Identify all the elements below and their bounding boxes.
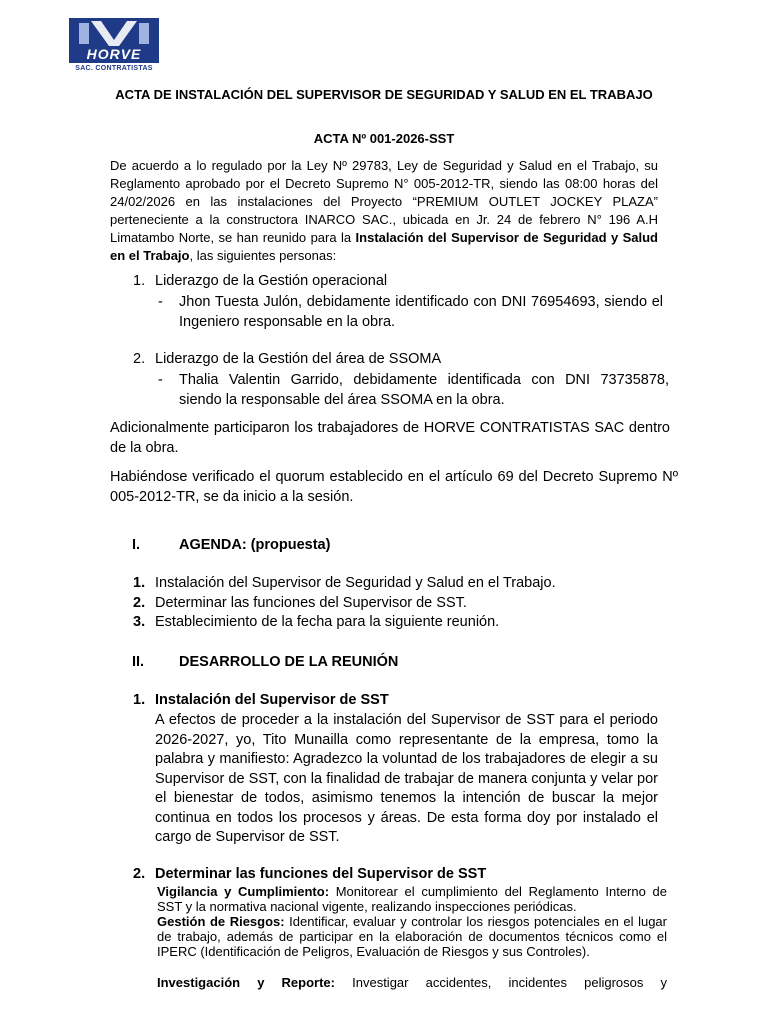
intro-paragraph	[110, 157, 658, 265]
function-gestion-riesgos	[157, 914, 667, 959]
logo-emblem-icon	[69, 18, 159, 48]
acta-number: ACTA Nº 001-2026-SST	[313, 131, 455, 146]
agenda-item-3-text: Establecimiento de la fecha para la siguiente reunión.	[155, 614, 500, 630]
agenda-item-2-number: 2.	[133, 595, 146, 611]
function-vigilancia	[157, 884, 667, 914]
participant-2-number: 2.	[133, 351, 146, 367]
document-title: ACTA DE INSTALACIÓN DEL SUPERVISOR DE SEGURIDAD Y SALUD EN EL TRABAJO	[115, 87, 653, 102]
agenda-item-3	[110, 613, 678, 633]
intro-bold: Instalación del Supervisor de Seguridad y Salud en el Trabajo	[110, 230, 658, 263]
participant-2-dash: -	[158, 372, 163, 388]
participant-1	[110, 272, 678, 332]
function-vigilancia-text: Monitorear el cumplimiento del Reglamento Interno de SST y la normativa nacional vigente, realizando inspecciones periódicas.	[157, 884, 667, 914]
participant-2-detail: Thalia Valentin Garrido, debidamente identificada con DNI 73735878, siendo la responsable del área SSOMA en la obra.	[179, 372, 669, 408]
agenda-item-1-number: 1.	[133, 575, 146, 591]
agenda-item-1	[110, 574, 678, 594]
agenda-label: AGENDA: (propuesta)	[179, 537, 331, 553]
agenda-item-3-number: 3.	[133, 614, 146, 630]
company-logo	[69, 18, 159, 74]
participant-1-dash: -	[158, 294, 163, 310]
desarrollo-heading	[110, 653, 678, 673]
desarrollo-item-1-text: A efectos de proceder a la instalación del Supervisor de SST para el periodo 2026-2027, yo, Tito Munailla como representante de la empresa, tomo la palabra y manifiesto: Agradezco la voluntad de los trabajadores de elegir a su Supervisor de SST, con la finalidad de trabajar de manera conjunta y velar por el bienestar de todos, asimismo tenemos la intención de buscar la mejor continua en todos los procesos y áreas. De esta forma doy por instalado el cargo de Supervisor de SST.	[155, 712, 658, 845]
function-investigacion-label: Investigación y Reporte:	[157, 975, 335, 990]
desarrollo-item-2-heading-row	[110, 865, 678, 885]
desarrollo-item-2-heading: Determinar las funciones del Supervisor de SST	[155, 866, 487, 882]
desarrollo-label: DESARROLLO DE LA REUNIÓN	[179, 654, 399, 670]
participant-2-role: Liderazgo de la Gestión del área de SSOMA	[155, 351, 442, 367]
desarrollo-item-1	[110, 691, 678, 851]
agenda-item-1-text: Instalación del Supervisor de Seguridad y Salud en el Trabajo.	[155, 575, 556, 591]
function-investigacion	[157, 975, 667, 990]
desarrollo-section-number: II.	[132, 654, 145, 670]
agenda-item-2-text: Determinar las funciones del Supervisor de SST.	[155, 595, 467, 611]
intro-text-2: , las siguientes personas:	[189, 248, 337, 263]
desarrollo-item-1-heading: Instalación del Supervisor de SST	[155, 692, 389, 708]
participant-1-number: 1.	[133, 273, 146, 289]
agenda-item-2	[110, 594, 678, 614]
agenda-heading	[110, 536, 678, 556]
agenda-section-number: I.	[132, 537, 141, 553]
desarrollo-item-2-number: 2.	[133, 866, 146, 882]
participant-1-role: Liderazgo de la Gestión operacional	[155, 273, 388, 289]
intro-text-1: De acuerdo a lo regulado por la Ley Nº 29783, Ley de Seguridad y Salud en el Trabajo, su Reglamento aprobado por el Decreto Supremo N° 005-2012-TR, siendo las 08:00 horas del 24/02/2026 en las instalaciones del Proyecto “PREMIUM OUTLET JOCKEY PLAZA” perteneciente a la constructora INARCO SAC., ubicada en Jr. 24 de febrero N° 196 A.H Limatambo Norte, se han reunido para la	[110, 158, 658, 245]
logo-brand-text: HORVE	[86, 46, 142, 62]
function-vigilancia-label: Vigilancia y Cumplimiento:	[157, 884, 330, 899]
logo-subtitle: SAC. CONTRATISTAS	[69, 63, 159, 74]
function-gestion-riesgos-text: Identificar, evaluar y controlar los riesgos potenciales en el lugar de trabajo, además de participar en la elaboración de documentos técnicos como el IPERC (Identificación de Peligros, Evaluación de Riesgos y sus Controles).	[157, 914, 667, 959]
desarrollo-item-1-number: 1.	[133, 692, 146, 708]
function-investigacion-text: Investigar accidentes, incidentes peligrosos y	[335, 975, 667, 990]
participant-1-detail: Jhon Tuesta Julón, debidamente identificado con DNI 76954693, siendo el Ingeniero responsable en la obra.	[179, 294, 663, 330]
participant-2	[110, 350, 678, 410]
quorum-paragraph: Habiéndose verificado el quorum establecido en el artículo 69 del Decreto Supremo Nº 005-2012-TR, se da inicio a la sesión.	[110, 469, 678, 505]
function-gestion-riesgos-label: Gestión de Riesgos:	[157, 914, 285, 929]
additional-paragraph: Adicionalmente participaron los trabajadores de HORVE CONTRATISTAS SAC dentro de la obra.	[110, 420, 670, 456]
